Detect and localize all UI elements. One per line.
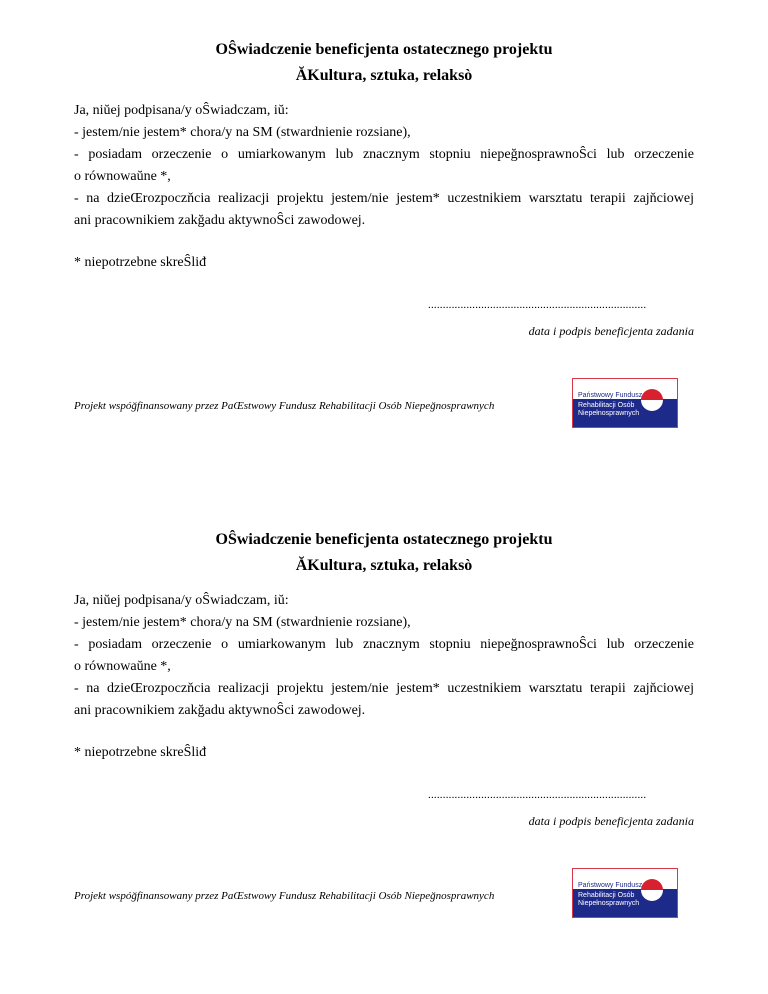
form-title: OŜwiadczenie beneficjenta ostatecznego projektu	[215, 531, 553, 548]
logo-text-line3: Niepełnosprawnych	[578, 410, 640, 417]
declaration-item-sm: - jestem/nie jestem* chora/y na SM (stwardnienie rozsiane),	[74, 615, 411, 630]
declaration-item-disability: - posiadam orzeczenie o umiarkowanym lub znacznym stopniu niepeğnosprawnoŜci lub orzeczenie	[74, 147, 694, 162]
declaration-item-sm: - jestem/nie jestem* chora/y na SM (stwardnienie rozsiane),	[74, 125, 411, 140]
logo-text-line2: Rehabilitacji Osób	[578, 402, 635, 409]
signature-line: ..........................................................................	[428, 789, 647, 801]
logo-circle-icon	[641, 389, 663, 411]
declaration-item-workshop-cont: ani pracownikiem zakğadu aktywnoŜci zawodowej.	[74, 703, 366, 718]
declaration-form	[0, 0, 768, 480]
logo-circle-icon	[641, 879, 663, 901]
signature-caption: data i podpis beneficjenta zadania	[528, 324, 694, 338]
declaration-item-workshop-cont: ani pracownikiem zakğadu aktywnoŜci zawodowej.	[74, 213, 366, 228]
logo-text-line1: Państwowy Fundusz	[578, 392, 643, 399]
logo-text-line2: Rehabilitacji Osób	[578, 892, 635, 899]
declaration-form	[0, 490, 768, 970]
declaration-body	[74, 100, 694, 232]
funding-note: Projekt wspóğfinansowany przez PaŒstwowy Fundusz Rehabilitacji Osób Niepeğnosprawnych	[74, 400, 495, 412]
declaration-item-disability-cont: o równowaŭne *,	[74, 169, 171, 184]
form-title: OŜwiadczenie beneficjenta ostatecznego projektu	[215, 41, 553, 58]
declaration-intro: Ja, niŭej podpisana/y oŜwiadczam, iŭ:	[74, 593, 289, 608]
pfron-logo	[572, 378, 678, 428]
declaration-item-workshop: - na dzieŒrozpoczňcia realizacji projektu jestem/nie jestem* uczestnikiem warsztatu terapii zajňciowej	[74, 191, 694, 206]
pfron-logo	[572, 868, 678, 918]
declaration-item-disability-cont: o równowaŭne *,	[74, 659, 171, 674]
declaration-item-workshop: - na dzieŒrozpoczňcia realizacji projektu jestem/nie jestem* uczestnikiem warsztatu terapii zajňciowej	[74, 681, 694, 696]
footnote: * niepotrzebne skreŜliđ	[74, 255, 207, 270]
signature-line: ..........................................................................	[428, 299, 647, 311]
project-name: ĂKultura, sztuka, relaksò	[295, 67, 473, 84]
logo-text-line3: Niepełnosprawnych	[578, 900, 640, 907]
signature-caption: data i podpis beneficjenta zadania	[528, 814, 694, 828]
logo-text-line1: Państwowy Fundusz	[578, 882, 643, 889]
declaration-item-disability: - posiadam orzeczenie o umiarkowanym lub znacznym stopniu niepeğnosprawnoŜci lub orzeczenie	[74, 637, 694, 652]
declaration-intro: Ja, niŭej podpisana/y oŜwiadczam, iŭ:	[74, 103, 289, 118]
declaration-body	[74, 590, 694, 722]
project-name: ĂKultura, sztuka, relaksò	[295, 557, 473, 574]
footnote: * niepotrzebne skreŜliđ	[74, 745, 207, 760]
funding-note: Projekt wspóğfinansowany przez PaŒstwowy Fundusz Rehabilitacji Osób Niepeğnosprawnych	[74, 890, 495, 902]
